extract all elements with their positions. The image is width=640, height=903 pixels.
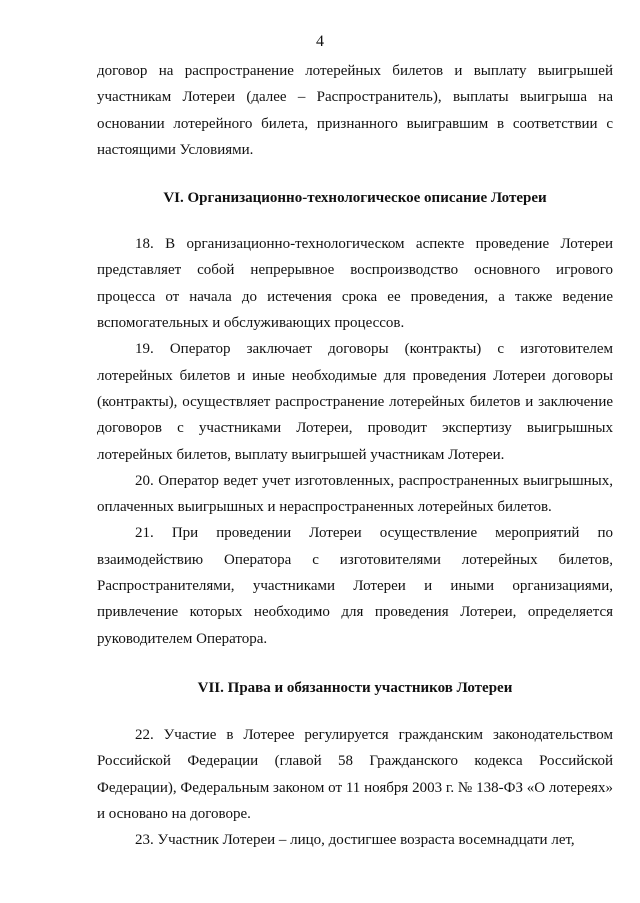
- document-body: [97, 58, 613, 853]
- paragraph-23: 23. Участник Лотереи – лицо, достигшее возраста восемнадцати лет,: [135, 832, 575, 849]
- paragraph-22: 22. Участие в Лотерее регулируется гражданским законодательством Российской Федерации (главой 58 Гражданского кодекса Российской Федерации), Федеральным законом от 11 ноября 2003 г. № 138-ФЗ «О лотереях» и основано на договоре.: [97, 726, 613, 822]
- page-number: 4: [316, 33, 324, 50]
- paragraph-21: 21. При проведении Лотереи осуществление мероприятий по взаимодействию Оператора с изготовителями лотерейных билетов, Распространителями, участниками Лотереи и иными организациями, привлечение которых необходимо для проведения Лотереи, определяется руководителем Оператора.: [97, 525, 613, 647]
- section-6-heading: VI. Организационно-технологическое описание Лотереи: [163, 190, 547, 207]
- paragraph-19: 19. Оператор заключает договоры (контракты) с изготовителем лотерейных билетов и иные необходимые для проведения Лотереи договоры (контракты), осуществляет распространение лотерейных билетов и заключение договоров с участниками Лотереи, проводит экспертизу выигрышных лотерейных билетов, выплату выигрышей участникам Лотереи.: [97, 341, 613, 463]
- intro-paragraph: договор на распространение лотерейных билетов и выплату выигрышей участникам Лотереи (далее – Распространитель), выплаты выигрыша на основании лотерейного билета, признанного выигравшим в соответствии с настоящими Условиями.: [97, 63, 613, 158]
- paragraph-18: 18. В организационно-технологическом аспекте проведение Лотереи представляет собой непрерывное воспроизводство основного игрового процесса от начала до истечения срока ее проведения, а также ведение вспомогательных и обслуживающих процессов.: [97, 236, 613, 332]
- paragraph-20: 20. Оператор ведет учет изготовленных, распространенных выигрышных, оплаченных выигрышных и нераспространенных лотерейных билетов.: [97, 472, 613, 516]
- section-7-heading: VII. Права и обязанности участников Лотереи: [197, 679, 513, 696]
